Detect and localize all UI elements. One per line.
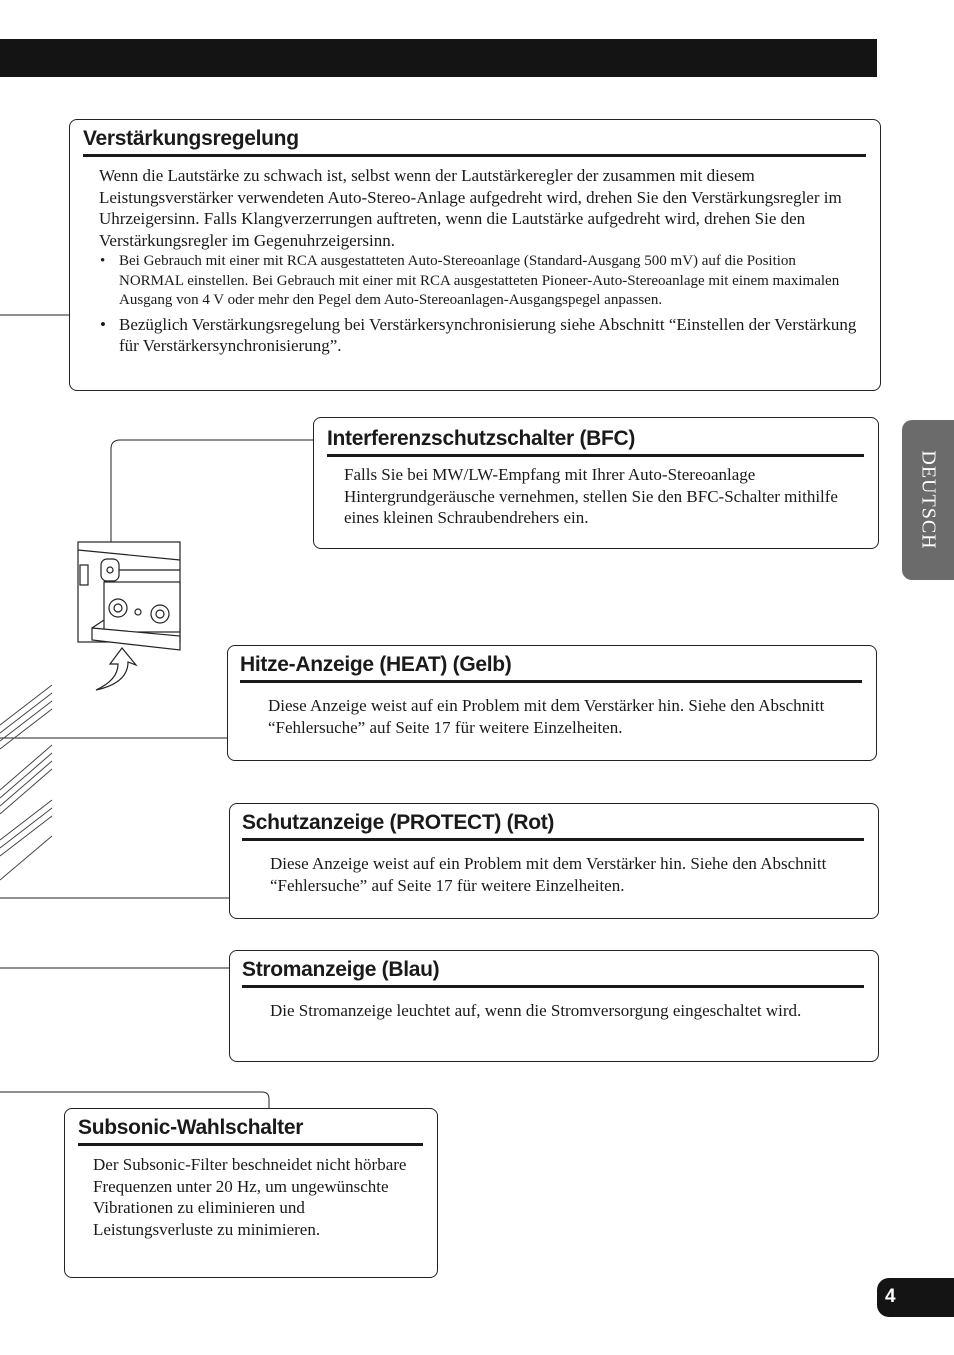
subsonic-switch-body: Der Subsonic-Filter beschneidet nicht hörbare Frequenzen unter 20 Hz, um ungewünschte Vibrationen zu eliminieren und Leistungsverluste zu minimieren.	[93, 1155, 407, 1239]
page-number: 4	[885, 1286, 896, 1307]
protect-indicator-title: Schutzanzeige (PROTECT) (Rot)	[242, 810, 864, 841]
bfc-body: Falls Sie bei MW/LW-Empfang mit Ihrer Auto-Stereoanlage Hintergrundgeräusche vernehmen, stellen Sie den BFC-Schalter mithilfe eines kleinen Schraubendrehers ein.	[344, 465, 838, 527]
language-tab-label: DEUTSCH	[917, 450, 940, 550]
gain-control-section	[69, 119, 881, 391]
subsonic-switch-section	[64, 1108, 438, 1278]
heat-indicator-body: Diese Anzeige weist auf ein Problem mit dem Verstärker hin. Siehe den Abschnitt “Fehlersuche” auf Seite 17 für weitere Einzelheiten.	[268, 696, 825, 737]
power-indicator-title: Stromanzeige (Blau)	[242, 957, 864, 988]
language-tab	[902, 420, 954, 580]
subsonic-switch-title: Subsonic-Wahlschalter	[78, 1115, 423, 1146]
heat-indicator-section	[227, 645, 877, 761]
gain-control-bullet: • Bei Gebrauch mit einer mit RCA ausgestatteten Auto-Stereoanlage (Standard-Ausgang 500 mV) auf die Position NORMAL einstellen. Bei Gebrauch mit einer mit RCA ausgestatteten Pioneer-Auto-Stereoanlage mit einem maximalen Ausgang von 4 V oder mehr den Pegel dem Auto-Stereoanlagen-Ausgangspegel anpassen.	[99, 252, 860, 311]
power-indicator-body: Die Stromanzeige leuchtet auf, wenn die Stromversorgung eingeschaltet wird.	[270, 1001, 802, 1020]
power-indicator-section	[229, 950, 879, 1062]
protect-indicator-body: Diese Anzeige weist auf ein Problem mit dem Verstärker hin. Siehe den Abschnitt “Fehlersuche” auf Seite 17 für weitere Einzelheiten.	[270, 854, 827, 895]
gain-control-title: Verstärkungsregelung	[83, 126, 866, 157]
bfc-section	[313, 417, 879, 549]
gain-control-body: Wenn die Lautstärke zu schwach ist, selbst wenn der Lautstärkeregler der zusammen mit diesem Leistungsverstärker verwendeten Auto-Stereo-Anlage aufgedreht wird, drehen Sie den Verstärkungsregler im Uhrzeigersinn. Falls Klangverzerrungen auftreten, wenn die Lautstärke aufgedreht wird, drehen Sie den Verstärkungsregler im Gegenuhrzeigersinn.	[99, 166, 842, 250]
heat-indicator-title: Hitze-Anzeige (HEAT) (Gelb)	[240, 652, 862, 683]
gain-control-bullet: • Bezüglich Verstärkungsregelung bei Verstärkersynchronisierung siehe Abschnitt “Einstellen der Verstärkung für Verstärkersynchronisierung”.	[99, 314, 860, 356]
page-number-badge	[877, 1278, 954, 1317]
protect-indicator-section	[229, 803, 879, 919]
bfc-title: Interferenzschutzschalter (BFC)	[327, 426, 864, 457]
